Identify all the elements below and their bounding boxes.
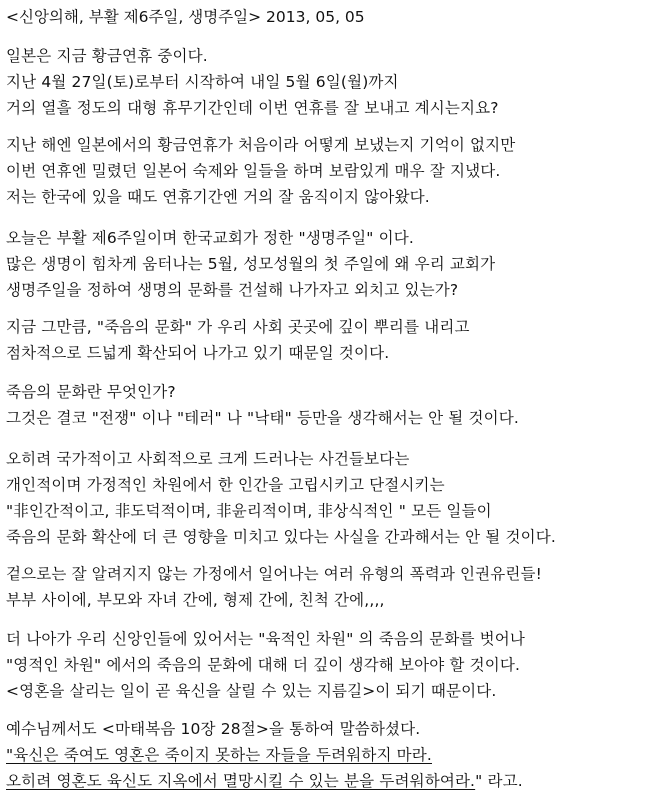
text-line: 예수님께서도 <마태복음 10장 28절>을 통하여 말씀하셨다. <box>6 720 421 738</box>
underlined-quote: "육신은 죽여도 영혼은 죽이지 못하는 자들을 두려워하지 마라. <box>6 746 432 764</box>
text-line: 겉으로는 잘 알려지지 않는 가정에서 일어나는 여러 유형의 폭력과 인권유린들! <box>6 565 542 583</box>
paragraph-golden-week <box>6 43 656 121</box>
quote-line <box>6 768 656 794</box>
text-line: "非인간적이고, 非도덕적이며, 非윤리적이며, 非상식적인 " 모든 일들이 <box>6 502 492 520</box>
paragraph-culture-of-death <box>6 314 656 366</box>
paragraph-personal-dimension <box>6 446 656 550</box>
text-line: 지난 해엔 일본에서의 황금연휴가 처음이라 어떻게 보냈는지 기억이 없지만 <box>6 136 516 154</box>
text-line: 거의 열흘 정도의 대형 휴무기간인데 이번 연휴를 잘 보내고 계시는지요? <box>6 99 499 117</box>
text-line: 그것은 결코 "전쟁" 이나 "테러" 나 "낙태" 등만을 생각해서는 안 될 것이다. <box>6 409 519 427</box>
paragraph-life-sunday <box>6 225 656 303</box>
text-line: 죽음의 문화 확산에 더 큰 영향을 미치고 있다는 사실을 간과해서는 안 될 것이다. <box>6 528 556 546</box>
text-line: 오늘은 부활 제6주일이며 한국교회가 정한 "생명주일" 이다. <box>6 229 414 247</box>
text-line: 이번 연휴엔 밀렸던 일본어 숙제와 일들을 하며 보람있게 매우 잘 지냈다. <box>6 162 501 180</box>
paragraph-spiritual-dimension <box>6 626 656 704</box>
text-line: 일본은 지금 황금연휴 중이다. <box>6 47 208 65</box>
text-line: 죽음의 문화란 무엇인가? <box>6 383 176 401</box>
text-line: 지난 4월 27일(토)로부터 시작하여 내일 5월 6일(월)까지 <box>6 73 399 91</box>
text-line: 부부 사이에, 부모와 자녀 간에, 형제 간에, 친척 간에,,,, <box>6 591 385 609</box>
paragraph-last-year <box>6 132 656 210</box>
paragraph-scripture-quote <box>6 716 656 794</box>
text-line: 저는 한국에 있을 때도 연휴기간엔 거의 잘 움직이지 않아왔다. <box>6 188 430 206</box>
text-line: 점차적으로 드넓게 확산되어 나가고 있기 때문일 것이다. <box>6 344 390 362</box>
document-title: <신앙의해, 부활 제6주일, 생명주일> 2013, 05, 05 <box>6 8 365 26</box>
paragraph-what-is-culture-of-death <box>6 379 656 431</box>
text-line: 지금 그만큼, "죽음의 문화" 가 우리 사회 곳곳에 깊이 뿌리를 내리고 <box>6 318 470 336</box>
quote-line <box>6 742 656 768</box>
paragraph-domestic-violence <box>6 561 656 613</box>
text-line: <영혼을 살리는 일이 곧 육신을 살릴 수 있는 지름길>이 되기 때문이다. <box>6 682 497 700</box>
text-line: 생명주일을 정하여 생명의 문화를 건설해 나가자고 외치고 있는가? <box>6 281 459 299</box>
text-line: 더 나아가 우리 신앙인들에 있어서는 "육적인 차원" 의 죽음의 문화를 벗어나 <box>6 630 526 648</box>
text-line: 많은 생명이 힘차게 움터나는 5월, 성모성월의 첫 주일에 왜 우리 교회가 <box>6 255 496 273</box>
text-line: 개인적이며 가정적인 차원에서 한 인간을 고립시키고 단절시키는 <box>6 476 445 494</box>
text-line: "영적인 차원" 에서의 죽음의 문화에 대해 더 깊이 생각해 보아야 할 것이다. <box>6 656 521 674</box>
text-line: 오히려 국가적이고 사회적으로 크게 드러나는 사건들보다는 <box>6 450 410 468</box>
underlined-quote: 오히려 영혼도 육신도 지옥에서 멸망시킬 수 있는 분을 두려워하여라. <box>6 772 476 790</box>
quote-tail: " 라고. <box>475 772 523 790</box>
